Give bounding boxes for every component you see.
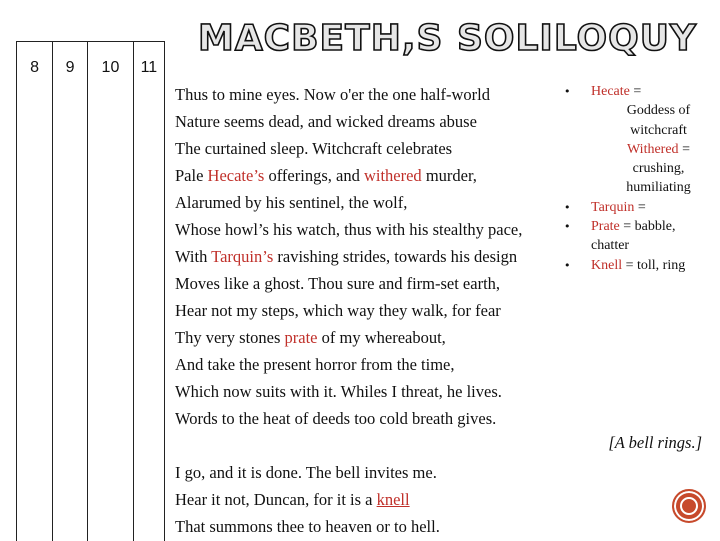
- poem-line: [175, 297, 565, 324]
- text-segment: Nature seems dead, and wicked dreams abuse: [175, 112, 477, 131]
- poem-line: [175, 162, 565, 189]
- glossary-line: [591, 198, 706, 217]
- bullet: •: [564, 85, 571, 98]
- text-segment: Thus to mine eyes. Now o'er the one half-world: [175, 85, 491, 104]
- number-column: [134, 42, 165, 541]
- highlighted-word: Hecate’s: [207, 166, 265, 185]
- text-segment: offerings, and: [264, 166, 364, 185]
- text-segment: And take the present horror from the time,: [175, 355, 455, 374]
- poem-line: [175, 324, 565, 351]
- glossary-line: [591, 82, 706, 101]
- text-segment: Which now suits with it. Whiles I threat, he lives.: [175, 382, 502, 401]
- poem-line: [175, 270, 565, 297]
- text-segment: humiliating: [626, 180, 691, 196]
- highlighted-word: Prate: [591, 219, 620, 235]
- highlighted-word: Hecate: [591, 84, 630, 99]
- poem-line: [175, 81, 565, 108]
- glossary-item: [556, 256, 706, 275]
- text-segment: of my whereabout,: [317, 328, 446, 347]
- glossary-line: [591, 178, 706, 197]
- poem-line: [175, 405, 565, 432]
- text-segment: With: [175, 247, 212, 266]
- number-columns: [16, 41, 165, 541]
- text-segment: That summons thee to heaven or to hell.: [175, 517, 440, 536]
- text-segment: crushing,: [632, 161, 685, 177]
- page-title: MACBETH,S SOLILOQUY: [198, 18, 697, 59]
- text-segment: Words to the heat of deeds too cold breath gives.: [175, 409, 497, 428]
- glossary-item: [556, 217, 706, 256]
- glossary-line: [591, 121, 706, 140]
- poem-line: [175, 189, 565, 216]
- text-segment: Alarumed by his sentinel, the wolf,: [175, 193, 408, 212]
- number-column: [88, 42, 134, 541]
- text-segment: Hear not my steps, which way they walk, for fear: [175, 301, 501, 320]
- text-segment: Hear it not, Duncan, for it is a: [175, 490, 377, 509]
- column-number: 11: [140, 59, 158, 76]
- highlighted-word: prate: [284, 328, 318, 347]
- text-segment: chatter: [591, 238, 630, 254]
- poem-line: [175, 486, 440, 513]
- text-segment: = toll, ring: [622, 257, 686, 273]
- text-segment: murder,: [421, 166, 477, 185]
- text-segment: I go, and it is done. The bell invites me.: [175, 463, 437, 482]
- highlighted-word: Knell: [591, 257, 623, 273]
- column-number: 9: [65, 59, 75, 76]
- text-segment: Pale: [175, 166, 208, 185]
- text-segment: witchcraft: [630, 122, 687, 138]
- glossary-line: [591, 140, 706, 159]
- poem-line: [175, 378, 565, 405]
- text-segment: Thy very stones: [175, 328, 285, 347]
- poem-line: [175, 459, 440, 486]
- bullet: •: [564, 200, 571, 214]
- text-segment: Whose howl’s his watch, thus with his stealthy pace,: [175, 220, 523, 239]
- glossary-line: [591, 217, 706, 236]
- number-column: [17, 42, 53, 541]
- circle-target-icon[interactable]: [672, 489, 706, 523]
- highlighted-word: Tarquin: [591, 199, 635, 215]
- bullet: •: [564, 220, 571, 234]
- bullet: •: [564, 258, 571, 272]
- text-segment: =: [678, 141, 690, 157]
- highlighted-word: knell: [376, 490, 410, 509]
- text-segment: =: [629, 84, 642, 99]
- glossary: [556, 82, 706, 275]
- glossary-item: [556, 101, 706, 197]
- poem-line: [175, 513, 440, 540]
- glossary-line: [591, 256, 706, 275]
- highlighted-word: Withered: [627, 141, 679, 157]
- stage-direction: [A bell rings.]: [608, 433, 702, 452]
- glossary-item: [556, 198, 706, 217]
- text-segment: Goddess of: [626, 103, 691, 119]
- highlighted-word: withered: [363, 166, 422, 185]
- text-segment: Moves like a ghost. Thou sure and firm-set earth,: [175, 274, 501, 293]
- text-segment: The curtained sleep. Witchcraft celebrates: [175, 139, 453, 158]
- glossary-item: [556, 82, 706, 101]
- poem-line: [175, 135, 565, 162]
- glossary-line: [591, 236, 706, 255]
- column-number: 8: [30, 59, 39, 76]
- glossary-line: [591, 159, 706, 178]
- text-segment: = babble,: [619, 219, 676, 235]
- column-number: 10: [101, 59, 120, 76]
- highlighted-word: Tarquin’s: [211, 247, 274, 266]
- poem-line: [175, 243, 565, 270]
- glossary-line: [591, 101, 706, 120]
- poem-stanza-2: [175, 459, 440, 540]
- poem-line: [175, 351, 565, 378]
- text-segment: ravishing strides, towards his design: [273, 247, 518, 266]
- number-column: [53, 42, 88, 541]
- poem-line: [175, 216, 565, 243]
- poem-line: [175, 108, 565, 135]
- text-segment: =: [634, 199, 646, 215]
- poem-stanza-1: [175, 81, 565, 432]
